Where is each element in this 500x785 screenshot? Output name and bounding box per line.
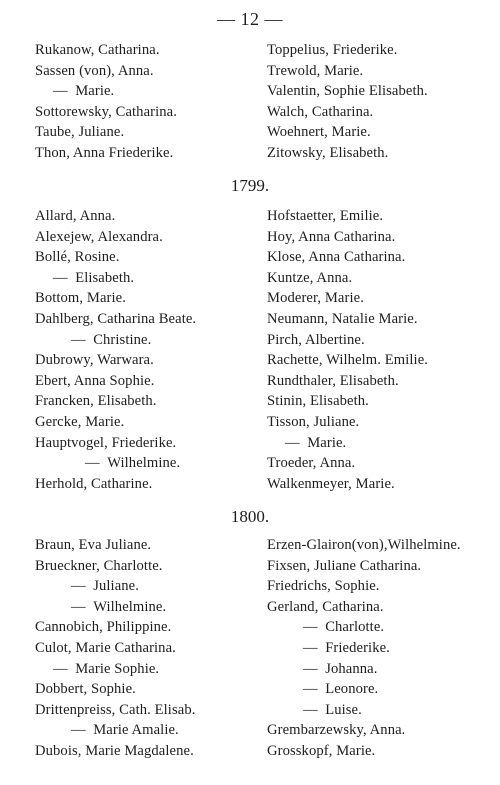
- ditto-dash: —: [303, 701, 318, 718]
- name-entry: [267, 227, 428, 248]
- name-entry: [35, 227, 196, 248]
- name-entry: [35, 371, 196, 392]
- entry-name-text: Dahlberg, Catharina Beate.: [35, 310, 197, 327]
- name-entry: [35, 700, 195, 721]
- ditto-dash: —: [85, 455, 100, 472]
- entry-name-text: Francken, Elisabeth.: [35, 393, 157, 410]
- name-entry: [35, 206, 196, 227]
- name-entry: [267, 659, 461, 680]
- entry-name-text: Taube, Juliane.: [35, 124, 125, 141]
- name-entry: [267, 576, 461, 597]
- entry-name-text: Christine.: [93, 331, 152, 348]
- entry-name-text: Walch, Catharina.: [267, 103, 374, 120]
- name-entry: [35, 330, 196, 351]
- entry-name-text: Herhold, Catharine.: [35, 475, 153, 492]
- entry-name-text: Troeder, Anna.: [267, 455, 356, 472]
- name-entry: [35, 597, 195, 618]
- name-entry: [267, 61, 428, 82]
- ditto-dash: —: [303, 681, 318, 698]
- name-entry: [35, 433, 196, 454]
- entry-name-text: Cannobich, Philippine.: [35, 619, 172, 636]
- entry-name-text: Grembarzewsky, Anna.: [267, 722, 406, 739]
- entry-name-text: Alexejew, Alexandra.: [35, 228, 163, 245]
- name-entry: [35, 576, 195, 597]
- entry-name-text: Dubrowy, Warwara.: [35, 352, 154, 369]
- name-entry: [267, 412, 428, 433]
- name-entry: [267, 40, 428, 61]
- entry-name-text: Fixsen, Juliane Catharina.: [267, 557, 422, 574]
- entry-name-text: Marie Sophie.: [75, 660, 160, 677]
- name-entry: [35, 474, 196, 495]
- name-entry: [267, 720, 461, 741]
- entry-name-text: Rachette, Wilhelm. Emilie.: [267, 352, 429, 369]
- name-entry: [35, 247, 196, 268]
- name-entry: [267, 122, 428, 143]
- name-entry: [35, 659, 195, 680]
- entry-name-text: Drittenpreiss, Cath. Elisab.: [35, 701, 196, 718]
- ditto-dash: —: [303, 660, 318, 677]
- entry-name-text: Dubois, Marie Magdalene.: [35, 742, 194, 759]
- entry-name-text: Grosskopf, Marie.: [267, 742, 376, 759]
- name-entry: [35, 268, 196, 289]
- entry-name-text: Zitowsky, Elisabeth.: [267, 144, 389, 161]
- name-entry: [35, 122, 177, 143]
- name-entry: [35, 556, 195, 577]
- ditto-dash: —: [53, 660, 68, 677]
- entry-name-text: Sottorewsky, Catharina.: [35, 103, 177, 120]
- entry-name-text: Walkenmeyer, Marie.: [267, 475, 395, 492]
- entry-name-text: Hoy, Anna Catharina.: [267, 228, 396, 245]
- entry-name-text: Bollé, Rosine.: [35, 249, 120, 266]
- entry-name-text: Valentin, Sophie Elisabeth.: [267, 83, 428, 100]
- name-entry: [267, 535, 461, 556]
- entry-name-text: Toppelius, Friederike.: [267, 42, 398, 58]
- entry-name-text: Marie Amalie.: [93, 722, 179, 739]
- ditto-dash: —: [303, 639, 318, 656]
- ditto-dash: —: [303, 619, 318, 636]
- entry-name-text: Friedrichs, Sophie.: [267, 578, 380, 595]
- name-entry: [267, 741, 461, 762]
- entry-name-text: Culot, Marie Catharina.: [35, 639, 176, 656]
- entry-name-text: Hauptvogel, Friederike.: [35, 434, 177, 451]
- entry-name-text: Rundthaler, Elisabeth.: [267, 372, 399, 389]
- entry-name-text: Gercke, Marie.: [35, 413, 125, 430]
- section-1799-right-column: [267, 206, 428, 494]
- entry-name-text: Neumann, Natalie Marie.: [267, 310, 418, 327]
- name-entry: [35, 143, 177, 164]
- entry-name-text: Erzen-Glairon(von),Wilhelmine.: [267, 537, 461, 553]
- name-entry: [35, 309, 196, 330]
- name-entry: [267, 474, 428, 495]
- name-entry: [267, 309, 428, 330]
- entry-name-text: Pirch, Albertine.: [267, 331, 365, 348]
- name-entry: [267, 206, 428, 227]
- year-heading-1800: 1800.: [230, 507, 270, 526]
- entry-name-text: Elisabeth.: [75, 269, 135, 286]
- entry-name-text: Dobbert, Sophie.: [35, 681, 136, 698]
- name-entry: [35, 453, 196, 474]
- ditto-dash: —: [53, 269, 68, 286]
- name-entry: [35, 741, 195, 762]
- entry-name-text: Tisson, Juliane.: [267, 413, 360, 430]
- ditto-dash: —: [53, 83, 68, 100]
- name-entry: [267, 700, 461, 721]
- name-entry: [35, 391, 196, 412]
- name-entry: [267, 102, 428, 123]
- name-entry: [35, 40, 177, 61]
- section-1800-left-column: [35, 535, 195, 762]
- name-entry: [267, 617, 461, 638]
- section-1799-left-column: [35, 206, 196, 494]
- entry-name-text: Woehnert, Marie.: [267, 124, 371, 141]
- name-entry: [267, 371, 428, 392]
- name-entry: [35, 412, 196, 433]
- entry-name-text: Juliane.: [93, 578, 139, 595]
- name-entry: [35, 102, 177, 123]
- entry-name-text: Wilhelmine.: [107, 455, 181, 472]
- page-number: — 12 —: [217, 9, 283, 29]
- name-entry: [267, 330, 428, 351]
- year-heading-1799: 1799.: [230, 176, 270, 195]
- ditto-dash: —: [71, 578, 86, 595]
- name-entry: [35, 288, 196, 309]
- entry-name-text: Trewold, Marie.: [267, 62, 364, 79]
- entry-name-text: Wilhelmine.: [93, 598, 167, 615]
- ditto-dash: —: [71, 722, 86, 739]
- ditto-dash: —: [71, 598, 86, 615]
- name-entry: [267, 597, 461, 618]
- ditto-dash: —: [71, 331, 86, 348]
- section-1-right-column: [267, 40, 428, 164]
- name-entry: [267, 268, 428, 289]
- entry-name-text: Marie.: [307, 434, 347, 451]
- name-entry: [35, 720, 195, 741]
- entry-name-text: Sassen (von), Anna.: [35, 62, 154, 79]
- entry-name-text: Rukanow, Catharina.: [35, 42, 160, 58]
- name-entry: [267, 556, 461, 577]
- name-entry: [267, 391, 428, 412]
- name-entry: [267, 350, 428, 371]
- entry-name-text: Hofstaetter, Emilie.: [267, 208, 384, 224]
- name-entry: [35, 350, 196, 371]
- name-entry: [267, 247, 428, 268]
- name-entry: [267, 81, 428, 102]
- name-entry: [267, 143, 428, 164]
- entry-name-text: Bottom, Marie.: [35, 290, 126, 307]
- entry-name-text: Brueckner, Charlotte.: [35, 557, 163, 574]
- name-entry: [267, 638, 461, 659]
- entry-name-text: Friederike.: [325, 639, 390, 656]
- ditto-dash: —: [285, 434, 300, 451]
- entry-name-text: Johanna.: [325, 660, 378, 677]
- section-1-left-column: [35, 40, 177, 164]
- entry-name-text: Ebert, Anna Sophie.: [35, 372, 155, 389]
- name-entry: [35, 61, 177, 82]
- entry-name-text: Charlotte.: [325, 619, 385, 636]
- entry-name-text: Gerland, Catharina.: [267, 598, 384, 615]
- name-entry: [35, 638, 195, 659]
- entry-name-text: Luise.: [325, 701, 362, 718]
- name-entry: [267, 433, 428, 454]
- name-entry: [267, 288, 428, 309]
- name-entry: [35, 679, 195, 700]
- section-1800-right-column: [267, 535, 461, 762]
- name-entry: [267, 679, 461, 700]
- entry-name-text: Klose, Anna Catharina.: [267, 249, 406, 266]
- entry-name-text: Leonore.: [325, 681, 379, 698]
- entry-name-text: Braun, Eva Juliane.: [35, 537, 152, 553]
- entry-name-text: Moderer, Marie.: [267, 290, 364, 307]
- entry-name-text: Thon, Anna Friederike.: [35, 144, 174, 161]
- name-entry: [35, 535, 195, 556]
- entry-name-text: Kuntze, Anna.: [267, 269, 353, 286]
- entry-name-text: Allard, Anna.: [35, 208, 116, 224]
- name-entry: [35, 81, 177, 102]
- name-entry: [35, 617, 195, 638]
- name-entry: [267, 453, 428, 474]
- entry-name-text: Marie.: [75, 83, 115, 100]
- entry-name-text: Stinin, Elisabeth.: [267, 393, 369, 410]
